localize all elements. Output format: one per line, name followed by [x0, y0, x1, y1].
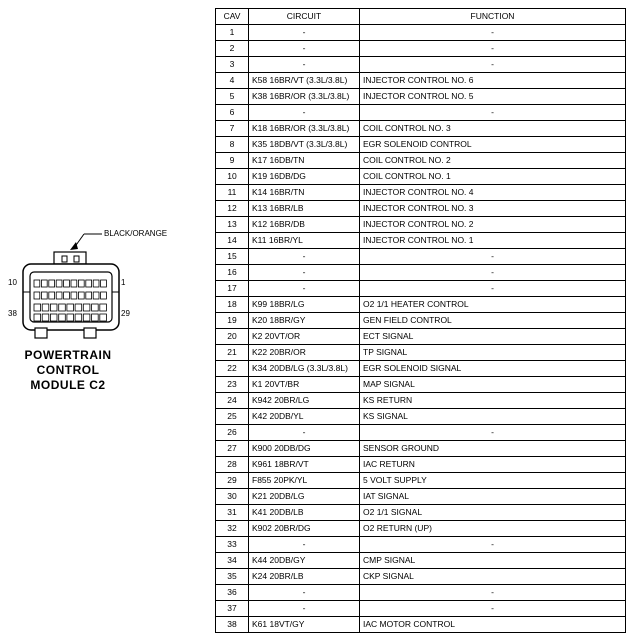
cavity-slot	[41, 280, 47, 287]
circuit-cell: -	[249, 105, 360, 121]
table-row	[216, 537, 626, 553]
table-row	[216, 121, 626, 137]
cavity-slot	[34, 304, 41, 311]
circuit-cell: K20 18BR/GY	[249, 313, 360, 329]
cavity-slot	[59, 304, 66, 311]
cavity-slot	[49, 292, 55, 299]
cavity-slot	[49, 280, 55, 287]
function-cell: -	[360, 57, 626, 73]
circuit-cell: -	[249, 57, 360, 73]
cavity-slot	[92, 314, 99, 321]
function-cell: INJECTOR CONTROL NO. 3	[360, 201, 626, 217]
function-cell: INJECTOR CONTROL NO. 1	[360, 233, 626, 249]
function-cell: INJECTOR CONTROL NO. 6	[360, 73, 626, 89]
cav-cell: 9	[216, 153, 249, 169]
cavity-slot	[93, 280, 99, 287]
circuit-cell: K42 20DB/YL	[249, 409, 360, 425]
circuit-cell: K35 18DB/VT (3.3L/3.8L)	[249, 137, 360, 153]
pin-label-10: 10	[8, 278, 17, 287]
function-cell: -	[360, 585, 626, 601]
circuit-cell: K942 20BR/LG	[249, 393, 360, 409]
cavity-slot	[59, 314, 66, 321]
cavity-slot	[92, 304, 99, 311]
pin-label-38: 38	[8, 309, 17, 318]
function-cell: TP SIGNAL	[360, 345, 626, 361]
table-row	[216, 313, 626, 329]
cav-cell: 10	[216, 169, 249, 185]
pin-label-1: 1	[121, 278, 126, 287]
circuit-cell: K902 20BR/DG	[249, 521, 360, 537]
function-cell: KS RETURN	[360, 393, 626, 409]
table-row	[216, 41, 626, 57]
function-cell: 5 VOLT SUPPLY	[360, 473, 626, 489]
pinout-table	[215, 8, 626, 633]
function-cell: COIL CONTROL NO. 3	[360, 121, 626, 137]
cav-cell: 17	[216, 281, 249, 297]
circuit-cell: F855 20PK/YL	[249, 473, 360, 489]
cav-cell: 27	[216, 441, 249, 457]
cav-cell: 8	[216, 137, 249, 153]
table-row	[216, 57, 626, 73]
cav-cell: 31	[216, 505, 249, 521]
cav-cell: 29	[216, 473, 249, 489]
circuit-cell: K961 18BR/VT	[249, 457, 360, 473]
cav-cell: 26	[216, 425, 249, 441]
function-cell: CKP SIGNAL	[360, 569, 626, 585]
function-cell: -	[360, 281, 626, 297]
table-row	[216, 297, 626, 313]
function-cell: -	[360, 25, 626, 41]
function-cell: INJECTOR CONTROL NO. 4	[360, 185, 626, 201]
cavity-slot	[101, 292, 107, 299]
function-cell: IAT SIGNAL	[360, 489, 626, 505]
cav-cell: 15	[216, 249, 249, 265]
circuit-cell: K61 18VT/GY	[249, 617, 360, 633]
function-cell: O2 RETURN (UP)	[360, 521, 626, 537]
cav-cell: 38	[216, 617, 249, 633]
cav-cell: 16	[216, 265, 249, 281]
circuit-cell: K99 18BR/LG	[249, 297, 360, 313]
circuit-cell: K14 16BR/TN	[249, 185, 360, 201]
header-function: FUNCTION	[360, 9, 626, 25]
cav-cell: 3	[216, 57, 249, 73]
cavity-slot	[34, 280, 40, 287]
circuit-cell: K12 16BR/DB	[249, 217, 360, 233]
function-cell: IAC MOTOR CONTROL	[360, 617, 626, 633]
table-row	[216, 409, 626, 425]
table-row	[216, 249, 626, 265]
table-row	[216, 185, 626, 201]
circuit-cell: -	[249, 25, 360, 41]
cavity-slot	[42, 314, 49, 321]
circuit-cell: K18 16BR/OR (3.3L/3.8L)	[249, 121, 360, 137]
module-title-line-1: POWERTRAIN	[24, 348, 112, 362]
circuit-cell: K34 20DB/LG (3.3L/3.8L)	[249, 361, 360, 377]
function-cell: CMP SIGNAL	[360, 553, 626, 569]
table-row	[216, 601, 626, 617]
module-title-line-2: CONTROL	[36, 363, 100, 377]
table-row	[216, 89, 626, 105]
table-row	[216, 505, 626, 521]
pin-label-29: 29	[121, 309, 130, 318]
table-row	[216, 345, 626, 361]
cav-cell: 13	[216, 217, 249, 233]
table-row	[216, 473, 626, 489]
circuit-cell: K900 20DB/DG	[249, 441, 360, 457]
cav-cell: 23	[216, 377, 249, 393]
cav-cell: 32	[216, 521, 249, 537]
table-row	[216, 569, 626, 585]
cav-cell: 37	[216, 601, 249, 617]
cavity-slot	[34, 314, 41, 321]
table-row	[216, 73, 626, 89]
circuit-cell: K2 20VT/OR	[249, 329, 360, 345]
cav-cell: 34	[216, 553, 249, 569]
cavity-slot	[93, 292, 99, 299]
table-row	[216, 281, 626, 297]
function-cell: EGR SOLENOID CONTROL	[360, 137, 626, 153]
cavity-slot	[75, 314, 82, 321]
function-cell: COIL CONTROL NO. 2	[360, 153, 626, 169]
circuit-cell: K19 16DB/DG	[249, 169, 360, 185]
circuit-cell: -	[249, 41, 360, 57]
cav-cell: 25	[216, 409, 249, 425]
table-row	[216, 457, 626, 473]
function-cell: INJECTOR CONTROL NO. 5	[360, 89, 626, 105]
table-row	[216, 393, 626, 409]
function-cell: -	[360, 425, 626, 441]
cavity-slot	[64, 292, 70, 299]
cav-cell: 7	[216, 121, 249, 137]
cavity-slot	[71, 280, 77, 287]
cav-cell: 14	[216, 233, 249, 249]
table-row	[216, 217, 626, 233]
circuit-cell: -	[249, 585, 360, 601]
cavity-slot	[86, 292, 92, 299]
cavity-slot	[75, 304, 82, 311]
table-row	[216, 521, 626, 537]
table-row	[216, 25, 626, 41]
cav-cell: 22	[216, 361, 249, 377]
table-row	[216, 153, 626, 169]
table-row	[216, 585, 626, 601]
cavity-slot	[56, 280, 62, 287]
function-cell: -	[360, 265, 626, 281]
cavity-slot	[64, 280, 70, 287]
circuit-cell: K38 16BR/OR (3.3L/3.8L)	[249, 89, 360, 105]
cav-cell: 12	[216, 201, 249, 217]
table-row	[216, 265, 626, 281]
function-cell: SENSOR GROUND	[360, 441, 626, 457]
circuit-cell: -	[249, 537, 360, 553]
function-cell: -	[360, 105, 626, 121]
cav-cell: 18	[216, 297, 249, 313]
header-cav: CAV	[216, 9, 249, 25]
cavity-slot	[50, 314, 57, 321]
cav-cell: 35	[216, 569, 249, 585]
cavity-slot	[42, 304, 49, 311]
circuit-cell: K41 20DB/LB	[249, 505, 360, 521]
table-row	[216, 617, 626, 633]
table-row	[216, 329, 626, 345]
cavity-slot	[67, 304, 74, 311]
circuit-cell: -	[249, 425, 360, 441]
cav-cell: 4	[216, 73, 249, 89]
circuit-cell: K11 16BR/YL	[249, 233, 360, 249]
cav-cell: 5	[216, 89, 249, 105]
cavity-slot	[101, 280, 107, 287]
function-cell: EGR SOLENOID SIGNAL	[360, 361, 626, 377]
circuit-cell: K44 20DB/GY	[249, 553, 360, 569]
table-row	[216, 105, 626, 121]
table-row	[216, 377, 626, 393]
cav-cell: 20	[216, 329, 249, 345]
function-cell: -	[360, 537, 626, 553]
cavity-slot	[41, 292, 47, 299]
table-body	[216, 25, 626, 633]
cav-cell: 21	[216, 345, 249, 361]
cav-cell: 11	[216, 185, 249, 201]
cavity-slot	[78, 280, 84, 287]
table-row	[216, 489, 626, 505]
cavity-slot	[50, 304, 57, 311]
table-row	[216, 425, 626, 441]
cav-cell: 19	[216, 313, 249, 329]
table-row	[216, 441, 626, 457]
circuit-cell: K24 20BR/LB	[249, 569, 360, 585]
cav-cell: 36	[216, 585, 249, 601]
cavity-slot	[71, 292, 77, 299]
function-cell: KS SIGNAL	[360, 409, 626, 425]
cav-cell: 24	[216, 393, 249, 409]
wire-color-label: BLACK/ORANGE	[104, 229, 168, 238]
circuit-cell: K1 20VT/BR	[249, 377, 360, 393]
cavity-slot	[67, 314, 74, 321]
cavity-slot	[56, 292, 62, 299]
table-row	[216, 137, 626, 153]
cavity-slot	[34, 292, 40, 299]
table-row	[216, 201, 626, 217]
cavity-slot	[78, 292, 84, 299]
circuit-cell: K58 16BR/VT (3.3L/3.8L)	[249, 73, 360, 89]
function-cell: MAP SIGNAL	[360, 377, 626, 393]
cav-cell: 33	[216, 537, 249, 553]
circuit-cell: K22 20BR/OR	[249, 345, 360, 361]
function-cell: COIL CONTROL NO. 1	[360, 169, 626, 185]
table-row	[216, 553, 626, 569]
cavity-slot	[100, 304, 107, 311]
function-cell: INJECTOR CONTROL NO. 2	[360, 217, 626, 233]
circuit-cell: K13 16BR/LB	[249, 201, 360, 217]
cavity-slot	[83, 314, 90, 321]
circuit-cell: -	[249, 249, 360, 265]
table-row	[216, 233, 626, 249]
function-cell: ECT SIGNAL	[360, 329, 626, 345]
circuit-cell: K21 20DB/LG	[249, 489, 360, 505]
table-header-row	[216, 9, 626, 25]
cav-cell: 2	[216, 41, 249, 57]
circuit-cell: -	[249, 601, 360, 617]
cavity-slot	[86, 280, 92, 287]
function-cell: O2 1/1 HEATER CONTROL	[360, 297, 626, 313]
function-cell: O2 1/1 SIGNAL	[360, 505, 626, 521]
function-cell: GEN FIELD CONTROL	[360, 313, 626, 329]
cav-cell: 28	[216, 457, 249, 473]
circuit-cell: K17 16DB/TN	[249, 153, 360, 169]
table-row	[216, 169, 626, 185]
header-circuit: CIRCUIT	[249, 9, 360, 25]
function-cell: -	[360, 41, 626, 57]
cav-cell: 30	[216, 489, 249, 505]
circuit-cell: -	[249, 265, 360, 281]
module-title-line-3: MODULE C2	[30, 378, 106, 392]
cavity-slot	[100, 314, 107, 321]
circuit-cell: -	[249, 281, 360, 297]
function-cell: -	[360, 601, 626, 617]
cav-cell: 1	[216, 25, 249, 41]
cavity-slot	[83, 304, 90, 311]
function-cell: IAC RETURN	[360, 457, 626, 473]
cav-cell: 6	[216, 105, 249, 121]
table-row	[216, 361, 626, 377]
function-cell: -	[360, 249, 626, 265]
